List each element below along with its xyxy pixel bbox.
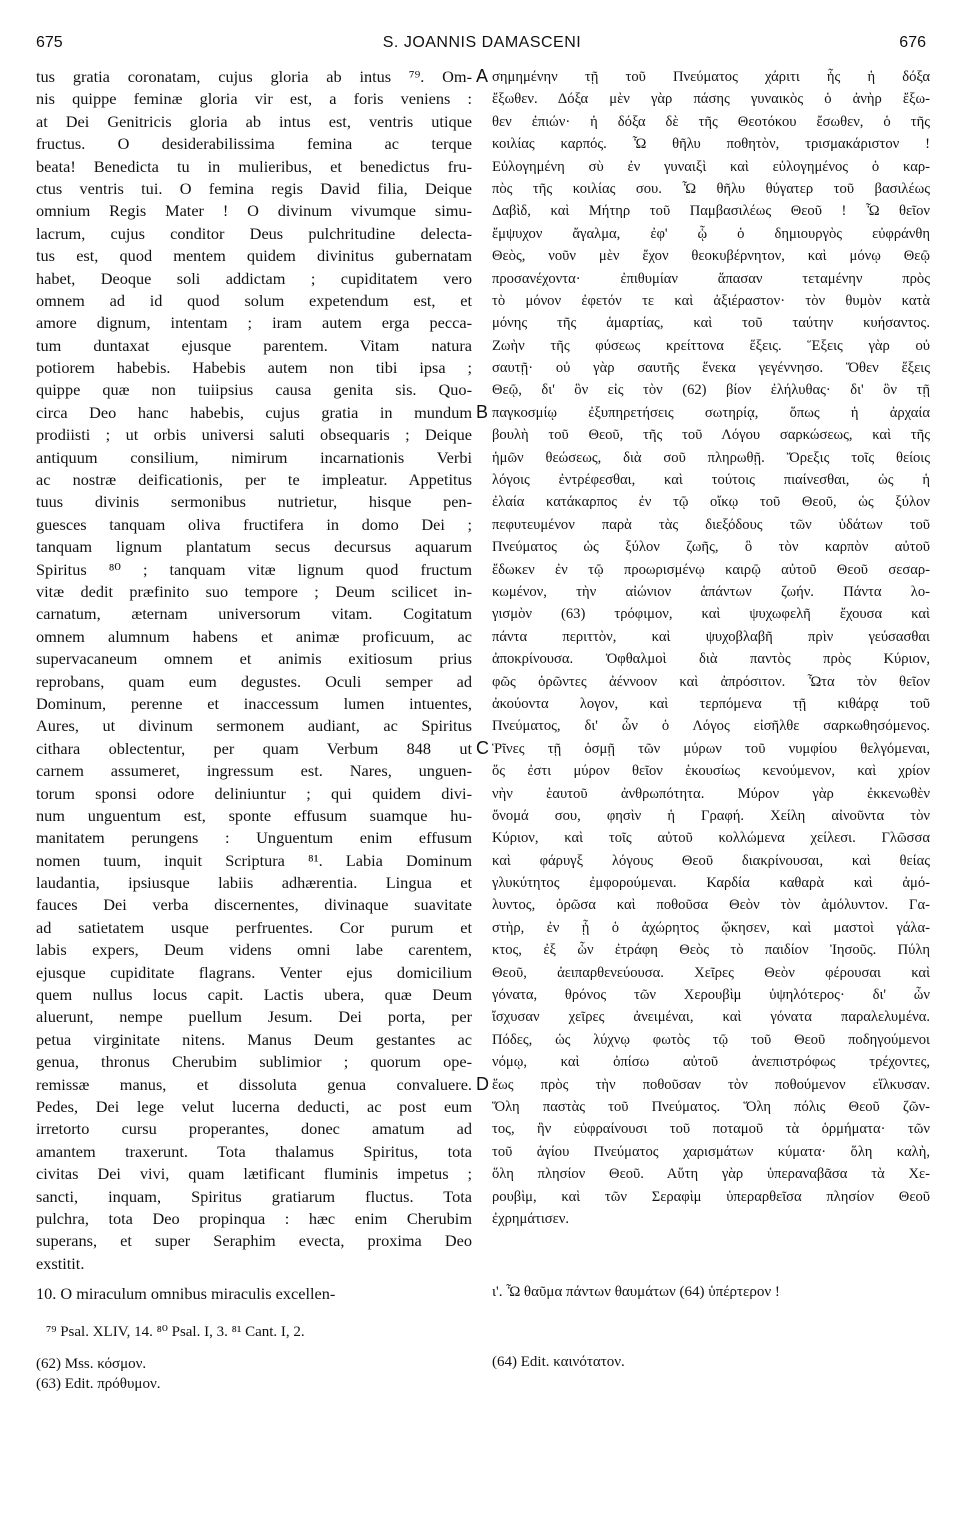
latin-line: fauces Dei verba discernentes, divinaque suavitate bbox=[36, 895, 472, 915]
greek-line: Πνεύματος ὡς ξύλον ζωῆς, ὃ τὸν καρπὸν αὐτοῦ bbox=[492, 539, 930, 556]
greek-line: Εὐλογημένη σὺ ἐν γυναιξὶ καὶ εὐλογημένος ὁ καρ- bbox=[492, 158, 930, 175]
greek-line: ἀκούοντα λογον, καὶ τερπόμενα τῇ κιθάρᾳ τοῦ bbox=[492, 695, 930, 712]
latin-line: amore dignum, intentam ; iram autem erga pecca- bbox=[36, 313, 472, 333]
latin-line: vitæ dedit præfinito suo tempore ; Deum scilicet in- bbox=[36, 581, 472, 601]
greek-line: ἕως πρὸς τὴν ποθοῦσαν τὸν ποθούμενον εἵλκυσαν. bbox=[492, 1076, 930, 1093]
greek-line: ἔξωθεν. Δόξα μὲν γὰρ πάσης γυναικὸς ὁ ἀνὴρ ἔξω- bbox=[492, 91, 930, 108]
latin-line: carnatum, æternam universorum vitam. Cogitatum bbox=[36, 604, 472, 624]
greek-line: ἴσχυσαν χεῖρες ἀνειμέναι, καὶ γόνατα παραλελυμένα. bbox=[492, 1009, 930, 1026]
greek-line: Ὅλη παστὰς τοῦ Πνεύματος. Ὅλη πόλις Θεοῦ ζῶν- bbox=[492, 1098, 930, 1115]
greek-line: πεφυτευμένον παρὰ τὰς διεξόδους τῶν ὑδάτων τοῦ bbox=[492, 516, 930, 533]
latin-line: antiquum consilium, nimirum incarnationis Verbi bbox=[36, 447, 472, 467]
latin-line: amantem traxerunt. Tota thalamus Spiritus, tota bbox=[36, 1141, 472, 1161]
latin-line: petua virginitate nitens. Manus Deum gestantes ac bbox=[36, 1029, 472, 1049]
latin-line: aluerunt, nempe puellum Jesum. Dei porta, per bbox=[36, 1007, 472, 1027]
greek-line: κοιλίας καρπός. Ὦ θῆλυ ποθητὸν, τρισμακάριστον ! bbox=[492, 136, 930, 153]
greek-line: Πόδες, ὡς λύχνῳ φωτὸς τῷ τοῦ Θεοῦ ποδηγούμενοι bbox=[492, 1031, 930, 1048]
greek-line: φῶς ὁρῶντες ἀέννοον καὶ ἀπρόσιτον. Ὦτα τὸν θεῖον bbox=[492, 673, 930, 690]
latin-line: tus est, quod mentem quidem divinitus gubernatam bbox=[36, 246, 472, 266]
margin-mark-d: D bbox=[476, 1074, 489, 1095]
greek-line: τὸ μόνον ἐφετόν τε καὶ ἀξιέραστον· τὸν θυμὸν κατὰ bbox=[492, 292, 930, 309]
footnote-62: (62) Mss. κόσμον. bbox=[36, 1355, 147, 1372]
greek-line: μόνης τῆς ἁμαρτίας, καὶ τοῦ ταύτην κυήσαντος. bbox=[492, 315, 930, 332]
greek-line: κωμένον, τὴν αἰώνιον ἁπάντων ζωήν. Πάντα λο- bbox=[492, 583, 930, 600]
latin-line: cithara oblectentur, per quam Verbum 848 ut bbox=[36, 738, 472, 758]
latin-line: torum sponsi odore deliniuntur ; qui quidem divi- bbox=[36, 783, 472, 803]
latin-line: ejusque cupiditate flagrans. Venter ejus domicilium bbox=[36, 962, 472, 982]
latin-line: ac nostræ deificationis, per te impleatur. Appetitus bbox=[36, 470, 472, 490]
latin-line: ctus ventris tui. O femina regis David filia, Deique bbox=[36, 178, 472, 198]
latin-line: quem nullus locus capit. Lactis ubera, quæ Deum bbox=[36, 985, 472, 1005]
page-number-left: 675 bbox=[36, 34, 63, 51]
latin-line: Pedes, Dei lege velut lucerna deducti, ac post eum bbox=[36, 1096, 472, 1116]
latin-line: tanquam lignum plantatum secus decursus aquarum bbox=[36, 537, 472, 557]
latin-line: beata! Benedicta tu in mulieribus, et benedictus fru- bbox=[36, 156, 472, 176]
latin-line: at Dei Genitricis gloria ab intus est, ventris utique bbox=[36, 111, 472, 131]
greek-line: Ζωὴν τῆς φύσεως κρείττονα ἕξεις. Ἕξεις γὰρ οὐ bbox=[492, 337, 930, 354]
footnote-64: (64) Edit. καινότατον. bbox=[492, 1353, 625, 1370]
latin-line: habet, Deoque soli addictam ; cupiditatem vero bbox=[36, 268, 472, 288]
greek-line: γόνατα, θρόνος τῶν Χερουβὶμ ὑψηλότερος· δι' ὧν bbox=[492, 987, 930, 1004]
margin-mark-b: B bbox=[476, 402, 489, 422]
running-title: S. JOANNIS DAMASCENI bbox=[382, 34, 582, 51]
latin-line: fructus. O desiderabilissima femina ac terque bbox=[36, 134, 472, 154]
latin-line: exstitit. bbox=[36, 1253, 85, 1273]
greek-line: καὶ φάρυγξ λόγους Θεοῦ διακρίνουσαι, καὶ θείας bbox=[492, 852, 930, 869]
latin-line: nomen tuum, inquit Scriptura ⁸¹. Labia Dominum bbox=[36, 850, 472, 870]
latin-line: nis quippe feminæ gloria vir est, a foris veniens : bbox=[36, 89, 472, 109]
greek-line: τος, ἣν εὐφραίνουσι τοῦ ποταμοῦ τὰ ὁρμήματα· τῶν bbox=[492, 1121, 930, 1138]
latin-line: sancti, inquam, Spiritus gratiarum fluctus. Tota bbox=[36, 1186, 472, 1206]
latin-line: civitas Dei vivi, quam lætificant fluminis impetus ; bbox=[36, 1164, 472, 1184]
greek-line: Κύριον, καὶ τοῖς αὐτοῦ κολλώμενα χείλεσι. Γλῶσσα bbox=[492, 830, 930, 847]
greek-line: ἐχρημάτισεν. bbox=[492, 1210, 570, 1227]
latin-line: guesces tanquam oliva fructifera in domo Dei ; bbox=[36, 514, 472, 534]
latin-column bbox=[36, 66, 472, 1275]
greek-line: λυντος, ὁρῶσα καὶ ποθοῦσα Θεὸν τὸν ἀμόλυντον. Γα- bbox=[492, 897, 930, 914]
greek-line: ἀποκρίνουσα. Ὀφθαλμοὶ διὰ παντὸς πρὸς Κύριον, bbox=[492, 651, 930, 668]
greek-line: γλυκύτητος ἐμφορούμεναι. Καρδία καθαρὰ καὶ ἀμό- bbox=[492, 875, 930, 892]
greek-line: σημημένην τῇ τοῦ Πνεύματος χάριτι ἧς ἡ δόξα bbox=[492, 69, 930, 85]
greek-line: λόγοις ἐντρέφεσθαι, καὶ τούτοις πιαίνεσθαι, ὡς ἡ bbox=[492, 472, 930, 489]
latin-line: Dominum, perenne et inaccessum lumen intuentes, bbox=[36, 693, 472, 713]
footnotes-left bbox=[36, 1354, 486, 1394]
greek-line: παγκοσμίῳ ἐξυπηρετήσεις σωτηρίᾳ, ὅπως ἡ ἀρχαία bbox=[492, 404, 930, 421]
margin-mark-a: A bbox=[476, 66, 489, 86]
greek-line: ἡμῶν θεώσεως, διὰ σοῦ πληρωθῇ. Ὄρεξις τοῖς θείοις bbox=[492, 449, 930, 466]
latin-line: omnium Regis Mater ! O divinum vivumque simu- bbox=[36, 201, 472, 221]
greek-line: πάντα περιττὸν, καὶ ψυχοβλαβῆ πρὶν γεύσασθαι bbox=[492, 628, 930, 645]
latin-line: potiorem habebis. Habebis autem non tibi ipsa ; bbox=[36, 358, 472, 378]
latin-line: circa Deo hanc habebis, cujus gratia in mundum bbox=[36, 402, 472, 422]
page-header bbox=[0, 34, 964, 64]
latin-line: remissæ manus, et dissoluta genua convaluere. bbox=[36, 1074, 472, 1094]
latin-line: labis expers, Deum videns omni labe carentem, bbox=[36, 940, 472, 960]
latin-line: quippe quæ non tuiipsius causa genita sis. Quo- bbox=[36, 380, 472, 400]
greek-line: θεν ἐπιών· ἡ δόξα δὲ τῆς Θεοτόκου ἔσωθεν, ὁ τῆς bbox=[492, 113, 930, 130]
latin-line: tum duntaxat ejusque parentem. Vitam natura bbox=[36, 335, 472, 355]
margin-mark-c: C bbox=[476, 738, 489, 758]
greek-line: Πνεύματος, δι' ὧν ὁ Λόγος εἰσῆλθε σαρκωθησόμενος. bbox=[492, 718, 930, 735]
latin-line: tuus divinis sermonibus nutrietur, hisque pen- bbox=[36, 492, 472, 512]
section-start-latin: 10. O miraculum omnibus miraculis excellen- bbox=[36, 1283, 336, 1303]
greek-line: προσανέχοντα· ἐπιθυμίαν ἅπασαν τεταμένην πρὸς bbox=[492, 270, 930, 287]
latin-line: carnem assumeret, ingressum est. Nares, unguen- bbox=[36, 761, 472, 781]
greek-line: Θεῷ, δι' ὃν εἰς τὸν (62) βίον ἐλήλυθας· δι' ὃν τῇ bbox=[492, 382, 930, 399]
greek-line: ρουβὶμ, καὶ τῶν Σεραφὶμ ὑπεραρθεῖσα πλησίον Θεοῦ bbox=[492, 1188, 930, 1205]
greek-line: ἔδωκεν ἐν τῷ προωρισμένῳ καιρῷ αὐτοῦ Θεοῦ σεσαρ- bbox=[492, 561, 930, 578]
greek-line: ἔμψυχον ἄγαλμα, ἐφ' ᾧ ὁ δημιουργὸς εὐφράνθη bbox=[492, 225, 930, 242]
greek-line: πὸς τῆς κοιλίας σου. Ὦ θῆλυ θύγατερ τοῦ βασιλέως bbox=[492, 180, 930, 197]
latin-line: num unguentum est, sponte effusum suamque hu- bbox=[36, 805, 472, 825]
latin-line: supervacaneum omnem et animis exitiosum prius bbox=[36, 649, 472, 669]
latin-line: omnem ad id quod solum expetendum est, et bbox=[36, 290, 472, 310]
greek-line: γισμὸν (63) τρόφιμον, καὶ ψυχωφελῆ ἔχουσα καὶ bbox=[492, 606, 930, 623]
latin-line: Aures, ut divinum sermonem audiant, ac Spiritus bbox=[36, 716, 472, 736]
greek-line: ἐλαία κατάκαρπος ἐν τῷ οἴκῳ τοῦ Θεοῦ, ὡς ξύλον bbox=[492, 494, 930, 511]
latin-line: reprobans, quam eum degustes. Oculi semper ad bbox=[36, 671, 472, 691]
latin-line: lacrum, cujus conditor Deus pulchritudine delecta- bbox=[36, 223, 472, 243]
greek-line: Δαβὶδ, καὶ Μήτηρ τοῦ Παμβασιλέως Θεοῦ ! Ὦ θεῖον bbox=[492, 203, 930, 220]
greek-line: τοῦ ἁγίου Πνεύματος χαρισμάτων κύματα· ὅλη καλὴ, bbox=[492, 1143, 930, 1160]
greek-line: σαυτῇ· οὐ γὰρ σαυτῆς ἕνεκα γεγέννησο. Ὅθεν ἕξεις bbox=[492, 360, 930, 377]
greek-line: Θεοῦ, ἀειπαρθενεύουσα. Χεῖρες Θεὸν φέρουσαι καὶ bbox=[492, 964, 930, 981]
greek-line: κτος, ἐξ ὧν ἐτράφη Θεὸς τὸ παιδίον Ἰησοῦς. Πύλη bbox=[492, 942, 930, 959]
greek-line: Ῥῖνες τῇ ὀσμῇ τῶν μύρων τοῦ νυμφίου θελγόμεναι, bbox=[492, 740, 930, 757]
latin-line: tus gratia coronatam, cujus gloria ab intus ⁷⁹. Om- bbox=[36, 67, 472, 86]
greek-line: νὴν ἑαυτοῦ ἀνθρωπότητα. Μύρον γὰρ ἐκκενωθὲν bbox=[492, 785, 930, 802]
latin-line: superans, et super Seraphim evecta, proxima Deo bbox=[36, 1231, 472, 1251]
greek-line: ὅλη πλησίον Θεοῦ. Αὕτη γὰρ ὑπεραναβᾶσα τὰ Χε- bbox=[492, 1166, 930, 1183]
footnotes-right bbox=[492, 1354, 625, 1371]
greek-line: βουλὴ τοῦ Θεοῦ, τῆς τοῦ Λόγου σαρκώσεως, καὶ τῆς bbox=[492, 427, 930, 444]
scripture-footnotes: ⁷⁹ Psal. XLIV, 14. ⁸⁰ Psal. I, 3. ⁸¹ Cant. I, 2. bbox=[46, 1323, 305, 1340]
greek-line: στὴρ, ἐν ᾗ ὁ ἀχώρητος ᾤκησεν, καὶ μαστοὶ γάλα- bbox=[492, 919, 930, 936]
latin-line: manitatem perungens : Unguentum enim effusum bbox=[36, 828, 472, 848]
page-number-right: 676 bbox=[899, 34, 926, 51]
greek-line: Θεὸς, νοῦν μὲν ἔχον θεοκυβέρνητον, καὶ μόνῳ Θεῷ bbox=[492, 248, 930, 265]
latin-line: prodiisti ; ut orbis universi saluti obsequaris ; Deique bbox=[36, 425, 472, 445]
latin-line: irretorto cursu properantes, donec amatum ad bbox=[36, 1119, 472, 1139]
latin-line: ad satietatem usque perfruentes. Cor purum et bbox=[36, 917, 472, 937]
greek-line: νόμῳ, καὶ ὀπίσω αὐτοῦ ἀνεπιστρόφως τρέχοντες, bbox=[492, 1054, 930, 1071]
greek-line: ὅς ἐστι μύρον θεῖον ἑκουσίως κενούμενον, καὶ χρίον bbox=[492, 763, 930, 780]
latin-line: laudantia, ipsiusque labiis adhærentia. Lingua et bbox=[36, 873, 472, 893]
latin-line: genua, thronus Cherubim sublimior ; quorum ope- bbox=[36, 1052, 472, 1072]
section-start-greek: ι'. Ὦ θαῦμα πάντων θαυμάτων (64) ὑπέρτερον ! bbox=[492, 1283, 780, 1300]
latin-line: Spiritus ⁸⁰ ; tanquam vitæ lignum quod fructum bbox=[36, 559, 472, 579]
footnote-63: (63) Edit. πρόθυμον. bbox=[36, 1375, 161, 1392]
greek-line: ὄνομά σου, φησὶν ἡ Γραφή. Χείλη αἰνοῦντα τὸν bbox=[492, 807, 930, 824]
greek-column bbox=[492, 66, 930, 1230]
latin-line: pulchra, tota Deo propinqua : hæc enim Cherubim bbox=[36, 1208, 472, 1228]
latin-line: omnem alumnum habens et animæ proficuum, ac bbox=[36, 626, 472, 646]
